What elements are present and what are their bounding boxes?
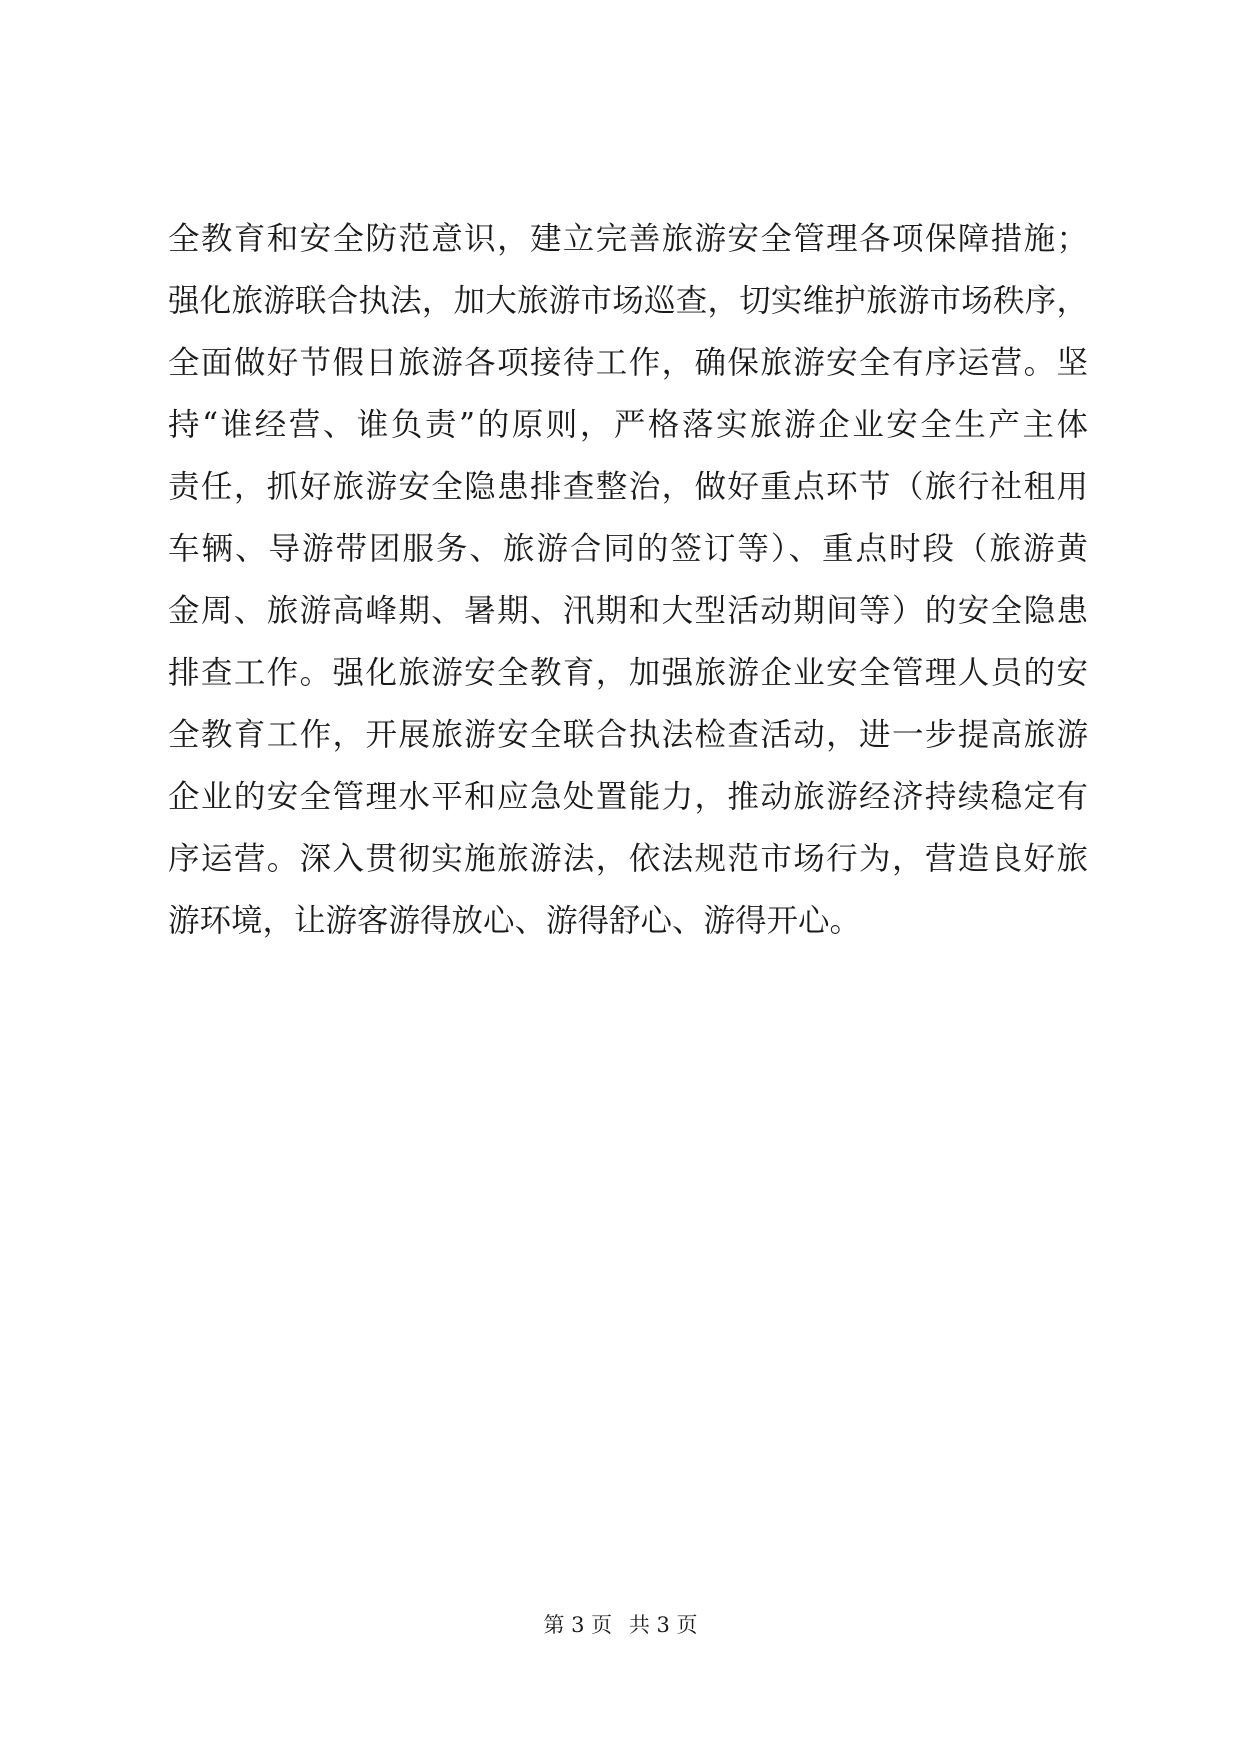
page-total: 共 3 页 (628, 1613, 698, 1637)
page-footer (0, 1610, 1241, 1640)
text-line-last: 游环境，让游客游得放心、游得舒心、游得开心。 (168, 903, 862, 939)
text-line: 排查工作。强化旅游安全教育，加强旅游企业安全管理人员的安 (168, 655, 1088, 691)
text-line: 全教育工作，开展旅游安全联合执法检查活动，进一步提高旅游 (168, 717, 1088, 753)
text-line: 全教育和安全防范意识，建立完善旅游安全管理各项保障措施； (168, 221, 1088, 257)
text-line: 持“谁经营、谁负责”的原则，严格落实旅游企业安全生产主体 (168, 407, 1088, 443)
text-line: 全面做好节假日旅游各项接待工作，确保旅游安全有序运营。坚 (168, 345, 1088, 381)
text-line: 序运营。深入贯彻实施旅游法，依法规范市场行为，营造良好旅 (168, 841, 1088, 877)
text-line: 强化旅游联合执法，加大旅游市场巡查，切实维护旅游市场秩序， (168, 283, 1088, 319)
page-number: 第 3 页 (543, 1613, 613, 1637)
body-paragraph (168, 208, 1088, 952)
text-line: 车辆、导游带团服务、旅游合同的签订等）、重点时段（旅游黄 (168, 531, 1088, 567)
text-line: 企业的安全管理水平和应急处置能力，推动旅游经济持续稳定有 (168, 779, 1088, 815)
text-line: 金周、旅游高峰期、暑期、汛期和大型活动期间等）的安全隐患 (168, 593, 1088, 629)
text-line: 责任，抓好旅游安全隐患排查整治，做好重点环节（旅行社租用 (168, 469, 1088, 505)
